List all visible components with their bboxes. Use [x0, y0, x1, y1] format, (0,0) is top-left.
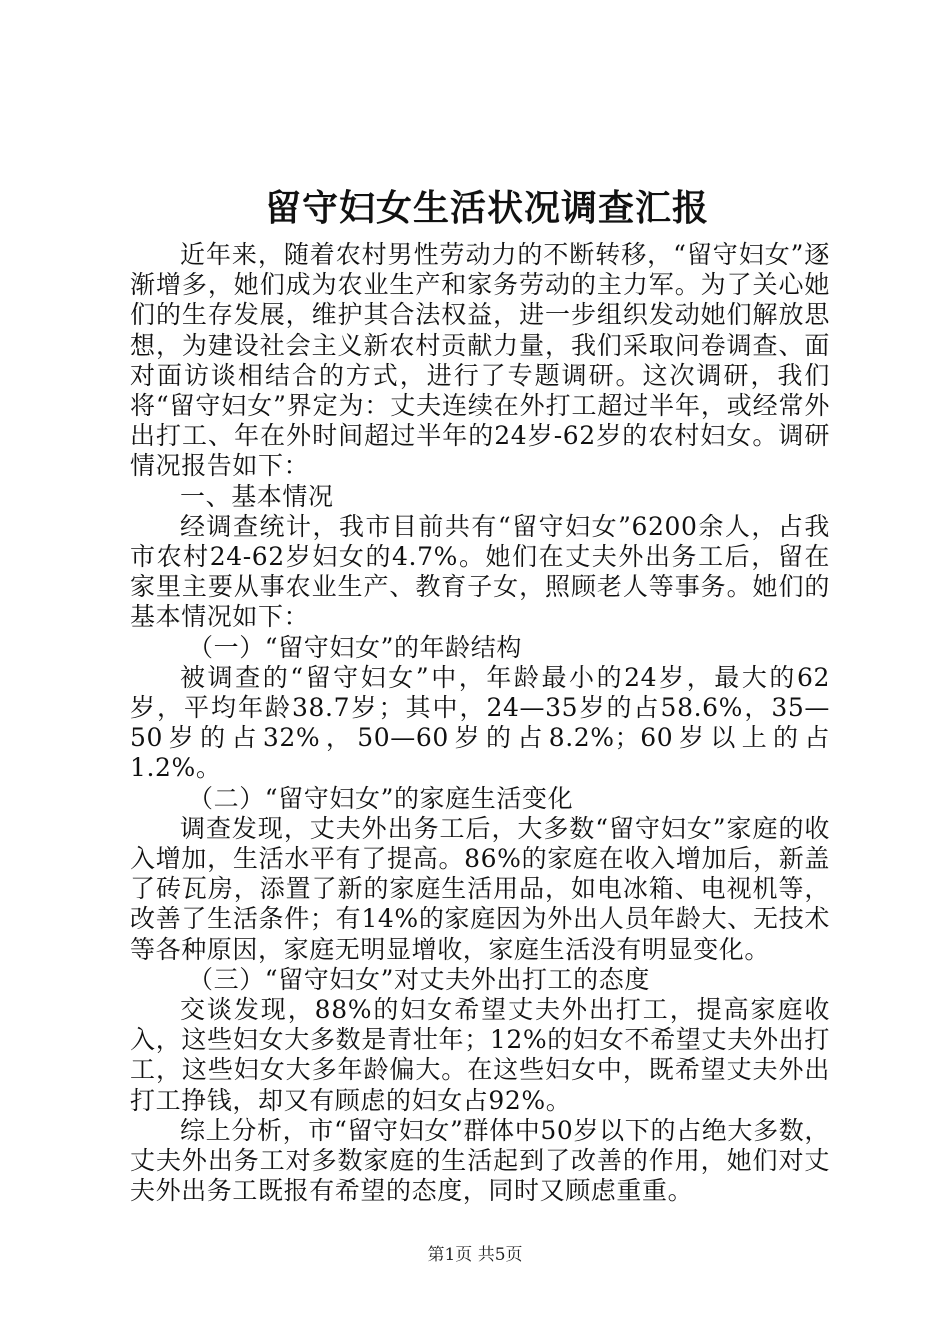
subheading-attitude: （三）“留守妇女”对丈夫外出打工的态度	[188, 964, 650, 994]
subheading-family-life: （二）“留守妇女”的家庭生活变化	[188, 783, 574, 813]
basic-info-paragraph: 经调查统计，我市目前共有“留守妇女”6200余人，占我市农村24-62岁妇女的4.7%。她们在丈夫外出务工后，留在家里主要从事农业生产、教育子女，照顾老人等事务。她们的基本情况如下：	[130, 511, 830, 632]
section-heading-basic: 一、基本情况	[180, 481, 334, 511]
subheading-age-structure: （一）“留守妇女”的年龄结构	[188, 632, 522, 662]
page-footer: 第1页 共5页	[427, 1245, 523, 1265]
intro-paragraph: 近年来，随着农村男性劳动力的不断转移，“留守妇女”逐渐增多，她们成为农业生产和家务劳动的主力军。为了关心她们的生存发展，维护其合法权益，进一步组织发动她们解放思想，为建设社会主义新农村贡献力量，我们采取问卷调查、面对面访谈相结合的方式，进行了专题调研。这次调研，我们将“留守妇女”界定为：丈夫连续在外打工超过半年，或经常外出打工、年在外时间超过半年的24岁-62岁的农村妇女。调研情况报告如下：	[130, 240, 830, 481]
family-life-paragraph: 调查发现，丈夫外出务工后，大多数“留守妇女”家庭的收入增加，生活水平有了提高。86%的家庭在收入增加后，新盖了砖瓦房，添置了新的家庭生活用品，如电冰箱、电视机等，改善了生活条件；有14%的家庭因为外出人员年龄大、无技术等各种原因，家庭无明显增收，家庭生活没有明显变化。	[130, 813, 830, 964]
document-title: 留守妇女生活状况调查汇报	[264, 187, 709, 229]
age-structure-paragraph: 被调查的“留守妇女”中，年龄最小的24岁，最大的62岁，平均年龄38.7岁；其中，24—35岁的占58.6%，35—50岁的占32%，50—60岁的占8.2%；60岁以上的占1.2%。	[130, 662, 830, 783]
summary-paragraph: 综上分析，市“留守妇女”群体中50岁以下的占绝大多数，丈夫外出务工对多数家庭的生活起到了改善的作用，她们对丈夫外出务工既报有希望的态度，同时又顾虑重重。	[130, 1115, 830, 1206]
attitude-paragraph: 交谈发现，88%的妇女希望丈夫外出打工，提高家庭收入，这些妇女大多数是青壮年；12%的妇女不希望丈夫外出打工，这些妇女大多年龄偏大。在这些妇女中，既希望丈夫外出打工挣钱，却又有顾虑的妇女占92%。	[130, 995, 830, 1115]
document-page	[130, 182, 830, 1207]
